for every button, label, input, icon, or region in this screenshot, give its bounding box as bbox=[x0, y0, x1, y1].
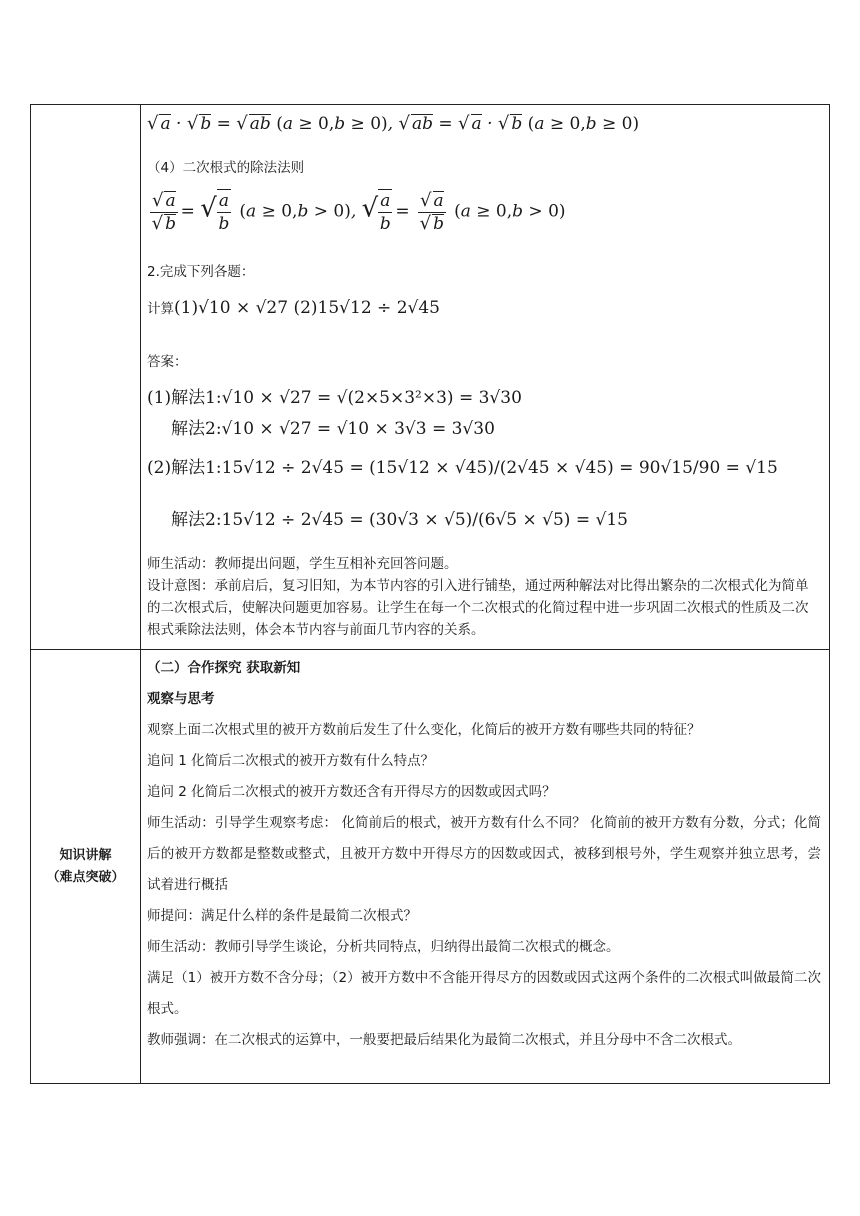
solution-1-method-1: (1)解法1:√10 × √27 = √(2×5×3²×3) = 3√30 bbox=[147, 388, 522, 408]
review-cell bbox=[147, 105, 821, 645]
exploration-cell bbox=[147, 653, 821, 1083]
activity-text: 师生活动：教师提出问题，学生互相补充回答问题。 bbox=[147, 556, 458, 572]
answer-label: 答案： bbox=[147, 354, 188, 370]
division-formula: $\frac{√ a}{√ b}$ = √ $\frac{a}{b}$ (a ≥ 0,b > 0), √ $\frac{a}{b}$ = $\frac{√ a}{√ b}$ (a ≥ 0,b > 0) bbox=[151, 189, 566, 234]
solution-2-method-1: (2)解法1:15√12 ÷ 2√45 = (15√12 × √45)/(2√45 × √45) = 90√15/90 = √15 bbox=[147, 458, 778, 478]
design-intent-text: 设计意图：承前启后，复习旧知，为本节内容的引入进行铺垫，通过两种解法对比得出繁杂的二次根式化为简单的二次根式后，使解决问题更加容易。让学生在每一个二次根式的化简过程中进一步巩固二次根式的性质及二次根式乘除法法则，体会本节内容与前面几节内容的关系。 bbox=[147, 578, 809, 638]
task-title: 2.完成下列各题： bbox=[147, 264, 255, 280]
solution-2-method-2: 解法2:15√12 ÷ 2√45 = (30√3 × √5)/(6√5 × √5) = √15 bbox=[171, 510, 628, 530]
follow-up-question-1: 追问 1 化简后二次根式的被开方数有什么特点？ bbox=[147, 753, 435, 769]
section-subtitle: 观察与思考 bbox=[147, 691, 215, 707]
row-divider bbox=[31, 649, 829, 650]
teacher-emphasis: 教师强调：在二次根式的运算中，一般要把最后结果化为最简二次根式，并且分母中不含二次根式。 bbox=[147, 1032, 741, 1048]
lesson-table bbox=[30, 104, 830, 1084]
teacher-question: 师提问：满足什么样的条件是最简二次根式？ bbox=[147, 908, 417, 924]
task-expression: 计算(1)√10 × √27 (2)15√12 ÷ 2√45 bbox=[147, 298, 440, 318]
section-title: （二）合作探究 获取新知 bbox=[147, 660, 301, 676]
follow-up-question-2: 追问 2 化简后二次根式的被开方数还含有开得尽方的因数或因式吗？ bbox=[147, 784, 556, 800]
multiplication-formula: √ a · √ b = √ ab (a ≥ 0,b ≥ 0), √ ab = √ a · √ b (a ≥ 0,b ≥ 0) bbox=[147, 113, 640, 134]
definition-text: 满足（1）被开方数不含分母；（2）被开方数中不含能开得尽方的因数或因式这两个条件的二次根式叫做最简二次根式。 bbox=[147, 970, 821, 1017]
main-question: 观察上面二次根式里的被开方数前后发生了什么变化，化简后的被开方数有哪些共同的特征？ bbox=[147, 722, 701, 738]
row-label-knowledge: 知识讲解 （难点突破） bbox=[46, 848, 125, 885]
column-divider bbox=[140, 105, 141, 1083]
division-rule-heading: （4）二次根式的除法法则 bbox=[147, 160, 305, 176]
solution-1-method-2: 解法2:√10 × √27 = √10 × 3√3 = 3√30 bbox=[171, 419, 495, 439]
activity-discussion: 师生活动：教师引导学生谈论，分析共同特点，归纳得出最简二次根式的概念。 bbox=[147, 939, 620, 955]
activity-observation: 师生活动：引导学生观察考虑： 化简前后的根式，被开方数有什么不同？ 化简前的被开方数有分数，分式；化简后的被开方数都是整数或整式，且被开方数中开得尽方的因数或因式，被移到根号外，学生观察并独立思考，尝试着进行概括 bbox=[147, 815, 821, 893]
